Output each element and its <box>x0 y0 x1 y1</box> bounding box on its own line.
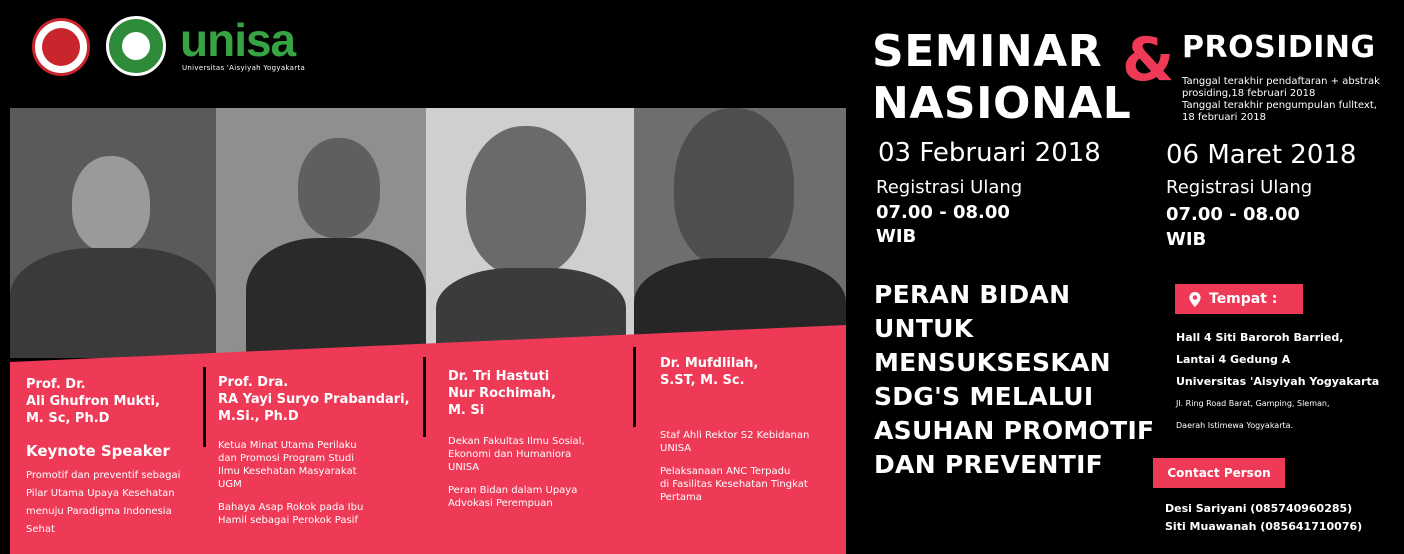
speaker-card-3 <box>448 368 623 510</box>
prosiding-title: PROSIDING <box>1182 30 1376 65</box>
speaker-name-line: Ali Ghufron Mukti, <box>26 394 160 409</box>
venue-address-line: Jl. Ring Road Barat, Gamping, Sleman, <box>1176 399 1330 408</box>
theme-line: SDG'S MELALUI <box>874 382 1094 411</box>
speaker-topic-line: Hamil sebagai Perokok Pasif <box>218 515 358 526</box>
contact-list <box>1165 500 1362 536</box>
seminar-date: 03 Februari 2018 <box>878 138 1101 168</box>
speaker-position-line: UNISA <box>448 462 480 473</box>
speaker-card-4 <box>660 355 840 504</box>
speaker-name-line: Nur Rochimah, <box>448 386 556 401</box>
deadline-note-line: Tanggal terakhir pendaftaran + abstrak <box>1182 76 1380 87</box>
contact-person: Siti Muawanah (085641710076) <box>1165 520 1363 533</box>
prosiding-registration-timezone: WIB <box>1166 229 1207 250</box>
venue-label-box <box>1175 284 1303 314</box>
prosiding-registration-label: Registrasi Ulang <box>1166 177 1313 198</box>
speaker-position-line: Dekan Fakultas Ilmu Sosial, <box>448 436 585 447</box>
seminar-theme <box>874 278 1154 482</box>
theme-line: UNTUK <box>874 314 974 343</box>
speaker-name-line: M.Si., Ph.D <box>218 409 299 424</box>
deadline-note-line: prosiding,18 februari 2018 <box>1182 88 1316 99</box>
speaker-position-line: dan Promosi Program Studi <box>218 453 354 464</box>
speaker-topic-line: menuju Paradigma Indonesia <box>26 506 172 517</box>
speaker-position-line: Ketua Minat Utama Perilaku <box>218 440 357 451</box>
speaker-position-line: Ekonomi dan Humaniora <box>448 449 572 460</box>
theme-line: PERAN BIDAN <box>874 280 1071 309</box>
theme-line: MENSUKSESKAN <box>874 348 1111 377</box>
speaker-position-line: Ilmu Kesehatan Masyarakat <box>218 466 357 477</box>
prosiding-registration-time: 07.00 - 08.00 <box>1166 204 1300 225</box>
seminar-title-line-2: NASIONAL <box>872 78 1132 129</box>
unisa-wordmark: unisa <box>180 14 296 66</box>
ampersand: & <box>1122 25 1175 95</box>
contact-person: Desi Sariyani (085740960285) <box>1165 502 1353 515</box>
seminar-title-line-1: SEMINAR <box>872 26 1103 77</box>
seminar-registration-label: Registrasi Ulang <box>876 177 1023 198</box>
seminar-registration-time: 07.00 - 08.00 <box>876 202 1010 223</box>
venue-line: Hall 4 Siti Baroroh Barried, <box>1176 331 1344 344</box>
speaker-topic-line: Promotif dan preventif sebagai <box>26 470 181 481</box>
speaker-topic-line: Pertama <box>660 492 702 503</box>
prosiding-date: 06 Maret 2018 <box>1166 140 1357 170</box>
speaker-name-line: S.ST, M. Sc. <box>660 373 745 388</box>
speaker-topic-line: Peran Bidan dalam Upaya <box>448 485 578 496</box>
speaker-name-line: Dr. Mufdlilah, <box>660 356 759 371</box>
speaker-position-line: UNISA <box>660 443 692 454</box>
venue-label: Tempat : <box>1209 291 1278 307</box>
speaker-position-line: Staf Ahli Rektor S2 Kebidanan <box>660 430 810 441</box>
venue-line: Universitas 'Aisyiyah Yogyakarta <box>1176 375 1380 388</box>
speaker-topic-line: Bahaya Asap Rokok pada Ibu <box>218 502 364 513</box>
unisa-subtitle: Universitas 'Aisyiyah Yogyakarta <box>182 64 306 72</box>
venue-line: Lantai 4 Gedung A <box>1176 353 1291 366</box>
speaker-name-line: RA Yayi Suryo Prabandari, <box>218 392 410 407</box>
contact-label: Contact Person <box>1167 466 1271 480</box>
keynote-label: Keynote Speaker <box>26 442 170 460</box>
speaker-topic-line: di Fasilitas Kesehatan Tingkat <box>660 479 808 490</box>
speaker-topic-line: Advokasi Perempuan <box>448 498 553 509</box>
deadline-note-line: Tanggal terakhir pengumpulan fulltext, <box>1182 100 1377 111</box>
speaker-topic-line: Pilar Utama Upaya Kesehatan <box>26 488 175 499</box>
speaker-card-1 <box>26 376 211 539</box>
deadline-note-line: 18 februari 2018 <box>1182 112 1267 123</box>
speaker-name-line: Dr. Tri Hastuti <box>448 369 550 384</box>
theme-line: DAN PREVENTIF <box>874 450 1104 479</box>
speaker-name-line: M. Sc, Ph.D <box>26 411 110 426</box>
speaker-card-2 <box>218 374 423 527</box>
speaker-topic-line: Sehat <box>26 524 55 535</box>
seminar-registration-timezone: WIB <box>876 226 917 247</box>
speaker-topic-line: Pelaksanaan ANC Terpadu <box>660 466 791 477</box>
speaker-name-line: Prof. Dra. <box>218 375 289 390</box>
speaker-position-line: UGM <box>218 479 242 490</box>
contact-label-box <box>1153 458 1285 488</box>
venue-address-line: Daerah Istimewa Yogyakarta. <box>1176 421 1294 430</box>
venue-details <box>1176 327 1379 437</box>
map-pin-icon <box>1189 292 1201 307</box>
prosiding-deadline-notes <box>1182 76 1380 124</box>
theme-line: ASUHAN PROMOTIF <box>874 416 1155 445</box>
speaker-name-line: Prof. Dr. <box>26 377 86 392</box>
speaker-name-line: M. Si <box>448 403 485 418</box>
